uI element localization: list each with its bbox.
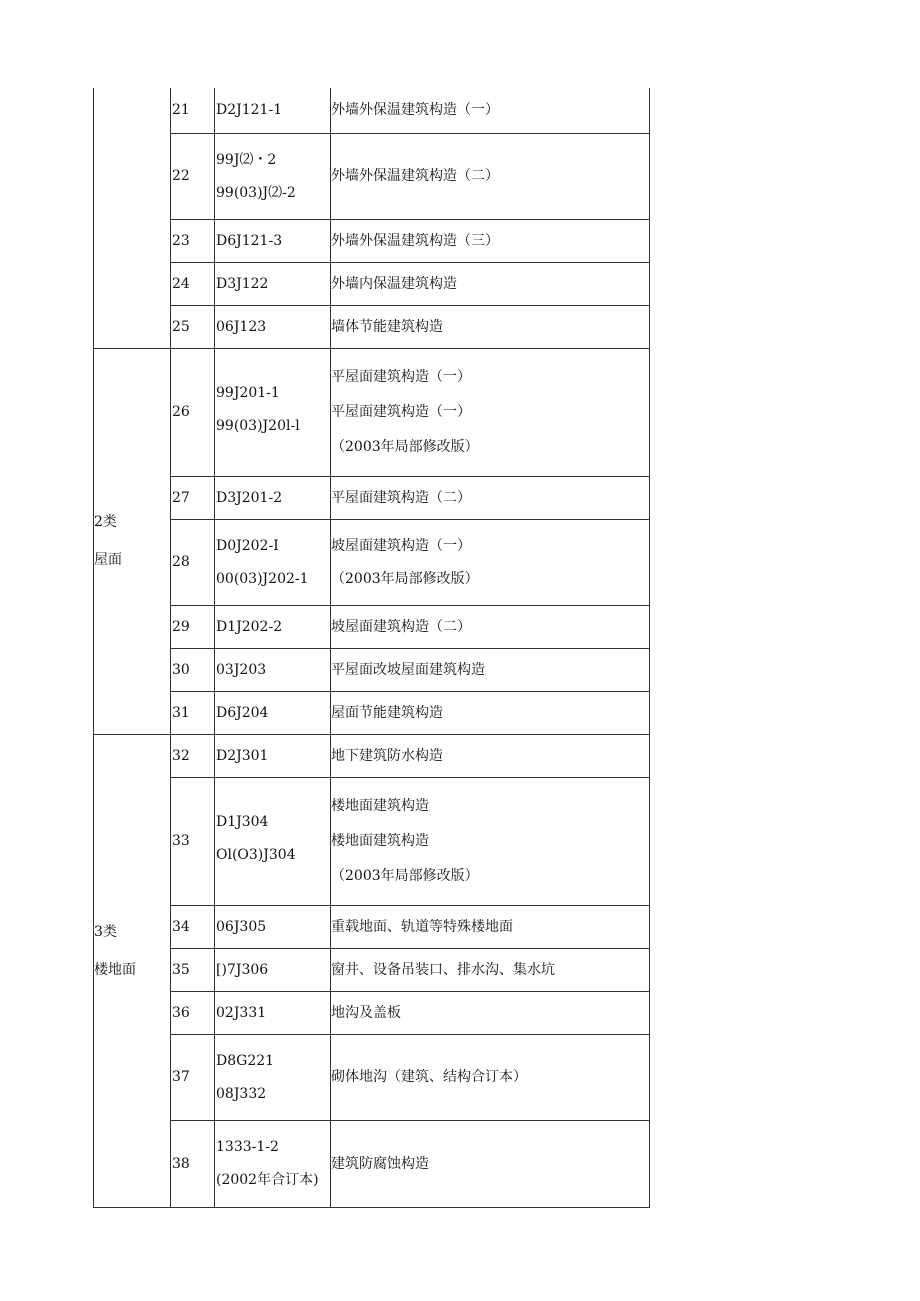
title-line: 建筑防腐蚀构造 (331, 1155, 429, 1172)
title-line: 墙体节能建筑构造 (331, 318, 443, 335)
code-cell (215, 476, 331, 519)
code-line: D2J121-1 (216, 102, 283, 119)
code-cell (215, 991, 331, 1034)
code-line: D6J121-3 (216, 232, 283, 249)
title-cell (331, 605, 650, 648)
category-label: 楼地面 (94, 961, 136, 978)
code-line: 99J⑵・2 (216, 151, 277, 168)
table-row (94, 133, 650, 219)
table-row (94, 991, 650, 1034)
category-cell (94, 348, 171, 734)
standards-table (93, 88, 650, 1208)
row-number: 24 (171, 262, 215, 305)
code-line: 02J331 (216, 1004, 267, 1021)
title-cell (331, 519, 650, 605)
title-line: 外墙内保温建筑构造 (331, 275, 457, 292)
code-line: 99(03)J20l-l (216, 418, 300, 435)
title-line: 屋面节能建筑构造 (331, 704, 443, 721)
row-number: 27 (171, 476, 215, 519)
title-line: 地下建筑防水构造 (331, 747, 443, 764)
category-label: 2类 (94, 514, 117, 530)
code-line: D6J204 (216, 704, 269, 721)
title-cell (331, 262, 650, 305)
row-number: 30 (171, 648, 215, 691)
code-cell (215, 1120, 331, 1207)
title-line: 楼地面建筑构造 (331, 797, 429, 814)
title-line: 坡屋面建筑构造（一） (331, 537, 471, 554)
code-cell (215, 305, 331, 348)
title-line: （2003年局部修改版） (331, 439, 479, 456)
code-cell (215, 348, 331, 476)
code-cell (215, 1034, 331, 1120)
row-number: 33 (171, 777, 215, 905)
code-cell (215, 262, 331, 305)
row-number: 31 (171, 691, 215, 734)
category-cell (94, 734, 171, 1207)
title-cell (331, 777, 650, 905)
table-row (94, 905, 650, 948)
table-row (94, 605, 650, 648)
code-cell (215, 133, 331, 219)
title-cell (331, 948, 650, 991)
title-cell (331, 734, 650, 777)
table-row (94, 777, 650, 905)
code-line: 99(03)J⑵-2 (216, 184, 296, 201)
category-label: 屋面 (94, 552, 122, 568)
code-line: D8G221 (216, 1052, 275, 1069)
code-cell (215, 605, 331, 648)
title-cell (331, 648, 650, 691)
title-cell (331, 219, 650, 262)
code-cell (215, 88, 331, 133)
table-row (94, 691, 650, 734)
title-line: 外墙外保温建筑构造（二） (331, 168, 499, 184)
row-number: 25 (171, 305, 215, 348)
row-number: 28 (171, 519, 215, 605)
code-cell (215, 905, 331, 948)
code-cell (215, 948, 331, 991)
code-line: D1J304 (216, 813, 269, 830)
table-row (94, 1034, 650, 1120)
code-line: 00(03)J202-1 (216, 570, 309, 587)
row-number: 37 (171, 1034, 215, 1120)
title-cell (331, 691, 650, 734)
title-cell (331, 133, 650, 219)
title-cell (331, 1034, 650, 1120)
code-line: 06J305 (216, 918, 267, 935)
code-line: [)7J306 (216, 961, 269, 978)
code-cell (215, 777, 331, 905)
code-cell (215, 519, 331, 605)
table-row (94, 648, 650, 691)
title-cell (331, 1120, 650, 1207)
row-number: 36 (171, 991, 215, 1034)
title-line: 砌体地沟（建筑、结构合订本） (331, 1069, 527, 1085)
title-line: 坡屋面建筑构造（二） (331, 618, 471, 635)
row-number: 26 (171, 348, 215, 476)
code-line: D2J301 (216, 747, 269, 764)
code-line: (2002年合订本) (216, 1172, 319, 1189)
row-number: 38 (171, 1120, 215, 1207)
row-number: 34 (171, 905, 215, 948)
table-row (94, 476, 650, 519)
title-cell (331, 991, 650, 1034)
code-line: 06J123 (216, 318, 267, 335)
row-number: 35 (171, 948, 215, 991)
code-cell (215, 648, 331, 691)
code-line: 08J332 (216, 1085, 267, 1102)
title-cell (331, 905, 650, 948)
row-number: 32 (171, 734, 215, 777)
code-line: D1J202-2 (216, 618, 283, 635)
table-row (94, 519, 650, 605)
row-number: 22 (171, 133, 215, 219)
code-line: Ol(O3)J304 (216, 847, 296, 864)
code-line: 03J203 (216, 661, 267, 678)
code-cell (215, 691, 331, 734)
row-number: 29 (171, 605, 215, 648)
code-line: 99J201-1 (216, 384, 280, 401)
title-line: 地沟及盖板 (331, 1004, 401, 1021)
title-line: （2003年局部修改版） (331, 868, 479, 885)
code-line: D3J122 (216, 275, 269, 292)
title-line: 外墙外保温建筑构造（一） (331, 102, 499, 119)
table-row (94, 88, 650, 133)
title-line: 外墙外保温建筑构造（三） (331, 232, 499, 249)
row-number: 23 (171, 219, 215, 262)
title-line: 平屋面建筑构造（二） (331, 489, 471, 506)
code-line: D3J201-2 (216, 489, 283, 506)
title-cell (331, 305, 650, 348)
code-cell (215, 734, 331, 777)
title-line: 平屋面建筑构造（一） (331, 368, 471, 385)
category-cell (94, 88, 171, 348)
category-label: 3类 (94, 923, 117, 940)
table-row (94, 305, 650, 348)
title-line: 平屋面改坡屋面建筑构造 (331, 661, 485, 678)
title-line: 楼地面建筑构造 (331, 833, 429, 849)
title-line: （2003年局部修改版） (331, 570, 479, 587)
title-cell (331, 88, 650, 133)
table-row (94, 348, 650, 476)
code-line: 1333-1-2 (216, 1138, 279, 1155)
title-line: 重载地面、轨道等特殊楼地面 (331, 918, 513, 935)
code-cell (215, 219, 331, 262)
title-cell (331, 348, 650, 476)
row-number: 21 (171, 88, 215, 133)
title-cell (331, 476, 650, 519)
table-row (94, 734, 650, 777)
title-line: 平屋面建筑构造（一） (331, 404, 471, 420)
code-line: D0J202-I (216, 537, 279, 554)
table-row (94, 1120, 650, 1207)
table-row (94, 948, 650, 991)
table-row (94, 219, 650, 262)
table-row (94, 262, 650, 305)
title-line: 窗井、设备吊装口、排水沟、集水坑 (331, 961, 555, 978)
